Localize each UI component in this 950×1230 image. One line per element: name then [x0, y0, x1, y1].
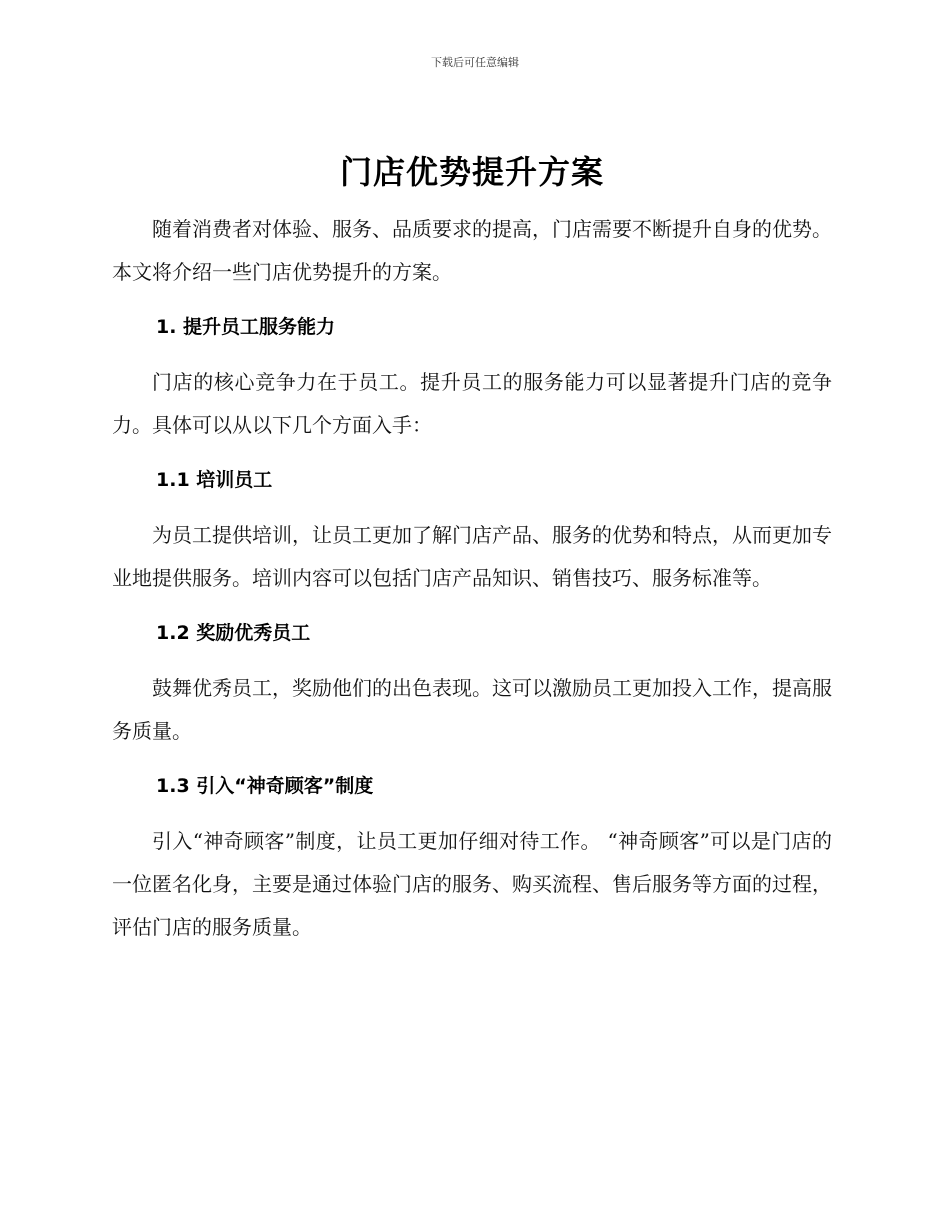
- intro-paragraph: 随着消费者对体验、服务、品质要求的提高，门店需要不断提升自身的优势。本文将介绍一些门店优势提升的方案。: [112, 217, 832, 284]
- section-paragraph-1-1: 为员工提供培训，让员工更加了解门店产品、服务的优势和特点，从而更加专业地提供服务。培训内容可以包括门店产品知识、销售技巧、服务标准等。: [112, 523, 832, 590]
- document-body: [112, 148, 832, 961]
- section-heading-1-1: 1.1 培训员工: [156, 469, 273, 491]
- section-heading-1: 1. 提升员工服务能力: [156, 316, 336, 338]
- section-heading-1-3: 1.3 引入“神奇顾客”制度: [156, 775, 374, 797]
- header-note: 下载后可任意编辑: [431, 56, 519, 69]
- section-paragraph-1-2: 鼓舞优秀员工，奖励他们的出色表现。这可以激励员工更加投入工作，提高服务质量。: [112, 676, 832, 743]
- section-paragraph-1: 门店的核心竞争力在于员工。提升员工的服务能力可以显著提升门店的竞争力。具体可以从以下几个方面入手：: [112, 370, 832, 437]
- section-heading-1-2: 1.2 奖励优秀员工: [156, 622, 311, 644]
- section-paragraph-1-3: 引入“神奇顾客”制度，让员工更加仔细对待工作。 “神奇顾客”可以是门店的一位匿名化身，主要是通过体验门店的服务、购买流程、售后服务等方面的过程，评估门店的服务质量。: [112, 829, 832, 939]
- document-title: 门店优势提升方案: [339, 153, 604, 191]
